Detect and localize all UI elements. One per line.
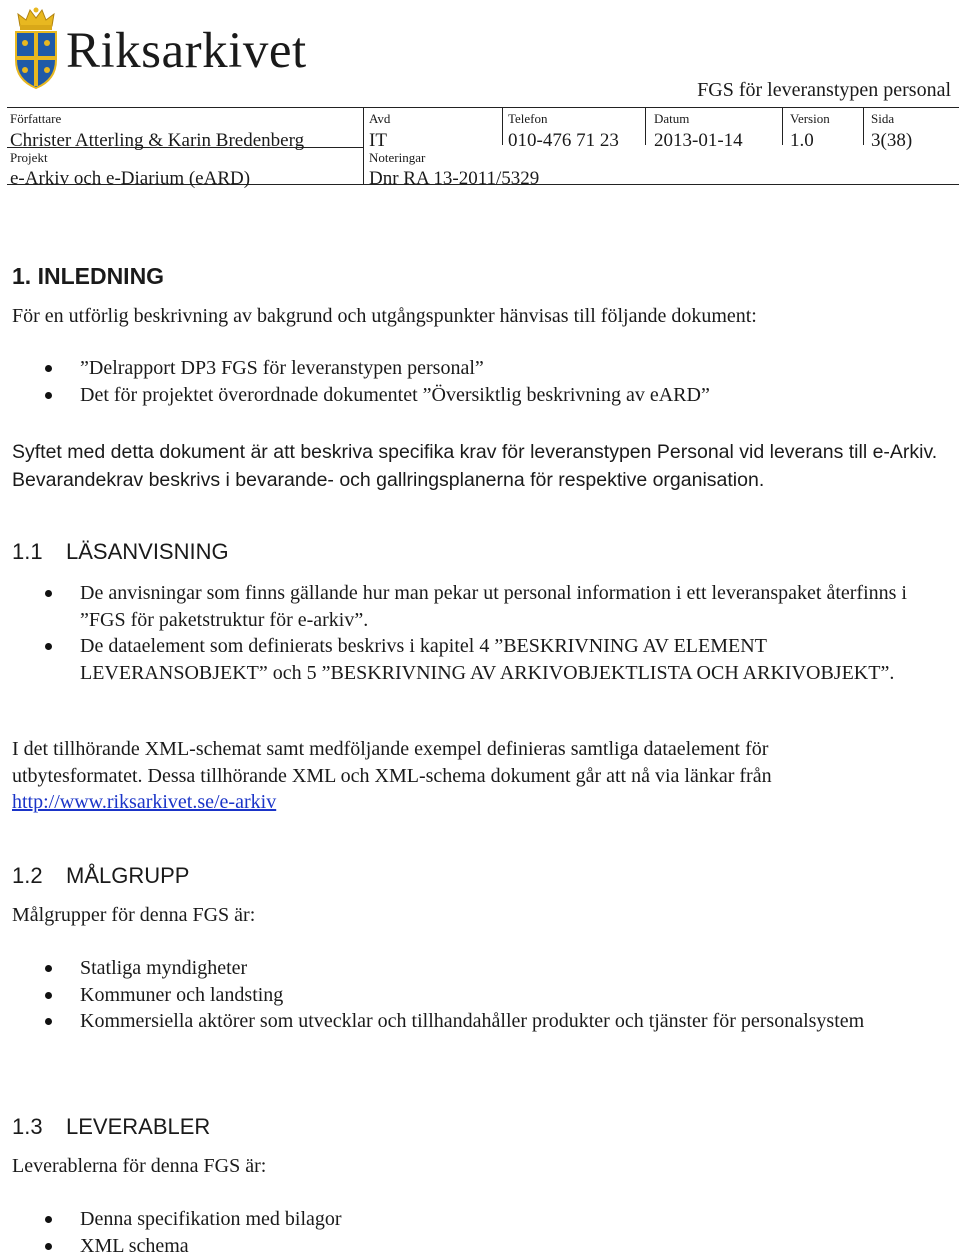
malgrupp-intro: Målgrupper för denna FGS är: (12, 902, 942, 929)
meta-project (10, 151, 250, 188)
section-heading-lasanvisning (12, 541, 229, 563)
meta-author-value: Christer Atterling & Karin Bredenberg (10, 131, 304, 150)
meta-date-label: Datum (654, 112, 743, 125)
meta-notes (369, 151, 539, 188)
meta-version-label: Version (790, 112, 830, 125)
list-item: Det för projektet överordnade dokumentet ”Översiktlig beskrivning av eARD” (12, 382, 942, 409)
list-item: Kommersiella aktörer som utvecklar och tillhandahåller produkter och tjänster för personalsystem (12, 1008, 942, 1035)
purpose-paragraph: Syftet med detta dokument är att beskriva specifika krav för leveranstypen Personal vid leverans till e-Arkiv. Bevarandekrav beskrivs i bevarande- och gallringsplanerna för respektive organisation. (12, 438, 942, 494)
section-number: 1.3 (12, 1116, 66, 1138)
section-title: LÄSANVISNING (66, 539, 229, 564)
meta-divider (502, 108, 503, 145)
meta-divider (863, 108, 864, 145)
riksarkivet-link[interactable]: http://www.riksarkivet.se/e-arkiv (12, 791, 276, 813)
section-title: LEVERABLER (66, 1114, 210, 1139)
list-item: Denna specifikation med bilagor (12, 1206, 942, 1233)
meta-phone (508, 112, 619, 150)
xml-schema-paragraph (12, 736, 832, 816)
intro-paragraph: För en utförlig beskrivning av bakgrund och utgångspunkter hänvisas till följande dokument: (12, 303, 942, 330)
malgrupp-list (12, 955, 942, 1035)
section-heading-inledning: 1. INLEDNING (12, 265, 164, 288)
meta-author-label: Författare (10, 112, 304, 125)
meta-author (10, 112, 304, 150)
meta-phone-value: 010-476 71 23 (508, 131, 619, 150)
document-title: FGS för leveranstypen personal (697, 80, 951, 100)
meta-date (654, 112, 743, 150)
list-item: De dataelement som definierats beskrivs i kapitel 4 ”BESKRIVNING AV ELEMENT LEVERANSOBJEKT” och 5 ”BESKRIVNING AV ARKIVOBJEKTLISTA OCH ARKIVOBJEKT”. (12, 633, 942, 686)
section-number: 1.1 (12, 541, 66, 563)
meta-divider (782, 108, 783, 145)
meta-divider (645, 108, 646, 145)
meta-version-value: 1.0 (790, 131, 830, 150)
lasanvisning-list (12, 580, 942, 686)
list-item: XML schema (12, 1233, 942, 1259)
meta-divider (363, 108, 364, 184)
section-number: 1.2 (12, 865, 66, 887)
meta-notes-label: Noteringar (369, 151, 539, 164)
section-heading-leverabler (12, 1116, 210, 1138)
meta-page-value: 3(38) (871, 131, 912, 150)
meta-page (871, 112, 912, 150)
list-item: De anvisningar som finns gällande hur man pekar ut personal information i ett leveranspaket återfinns i ”FGS för paketstruktur för e-arkiv”. (12, 580, 942, 633)
meta-phone-label: Telefon (508, 112, 619, 125)
reference-list (12, 355, 942, 408)
meta-notes-value: Dnr RA 13-2011/5329 (369, 169, 539, 188)
section-title: MÅLGRUPP (66, 863, 189, 888)
meta-page-label: Sida (871, 112, 912, 125)
leverabler-intro: Leverablerna för denna FGS är: (12, 1153, 942, 1180)
riksarkivet-crest-logo (12, 6, 60, 90)
list-item: ”Delrapport DP3 FGS för leveranstypen personal” (12, 355, 942, 382)
meta-dept-value: IT (369, 131, 390, 150)
meta-version (790, 112, 830, 150)
meta-project-value: e-Arkiv och e-Diarium (eARD) (10, 169, 250, 188)
section-heading-malgrupp (12, 865, 189, 887)
list-item: Statliga myndigheter (12, 955, 942, 982)
meta-dept-label: Avd (369, 112, 390, 125)
xml-schema-text: I det tillhörande XML-schemat samt medföljande exempel definieras samtliga dataelement för utbytesformatet. Dessa tillhörande XML och XML-schema dokument går att nå via länkar från (12, 738, 772, 787)
brand-name: Riksarkivet (66, 26, 307, 77)
list-item: Kommuner och landsting (12, 982, 942, 1009)
meta-date-value: 2013-01-14 (654, 131, 743, 150)
meta-project-label: Projekt (10, 151, 250, 164)
leverabler-list (12, 1206, 942, 1259)
document-meta-table (7, 107, 959, 185)
meta-dept (369, 112, 390, 150)
